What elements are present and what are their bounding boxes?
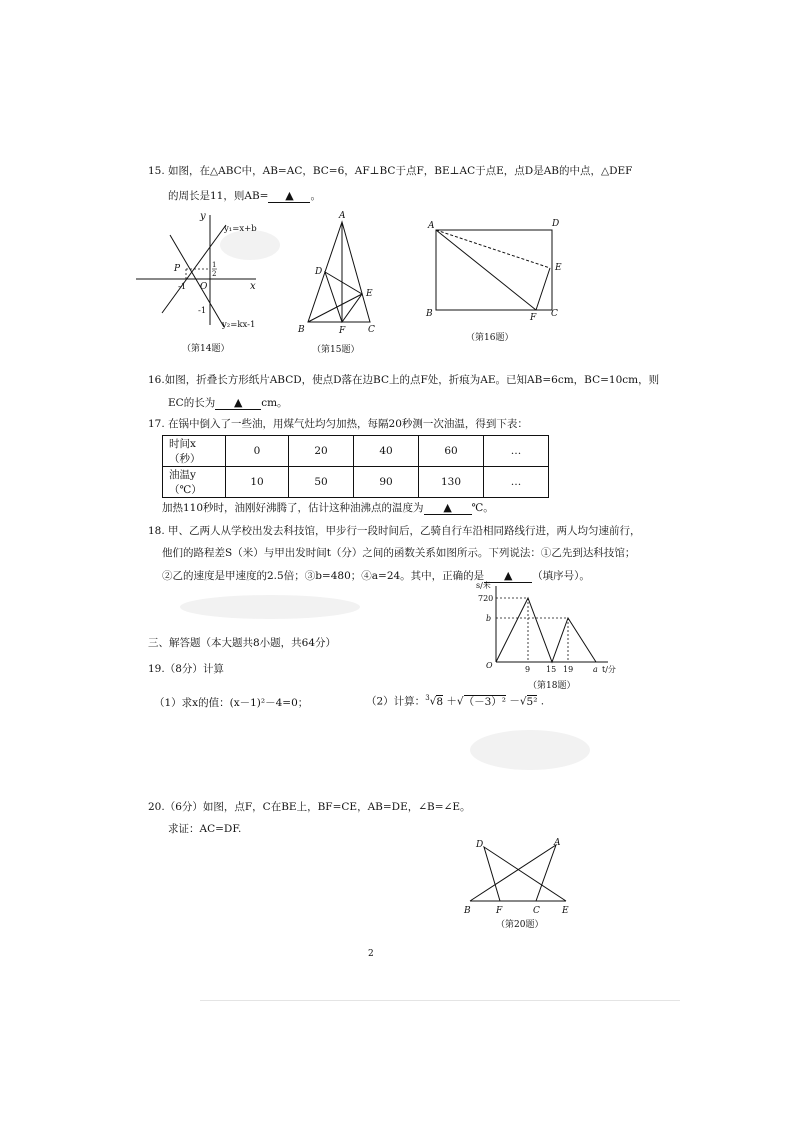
q17-cell: … (484, 436, 549, 467)
fig16-B: B (426, 309, 433, 319)
figure-16 (426, 214, 566, 344)
q15-line2 (168, 190, 321, 203)
fig18-xa: a (593, 665, 598, 674)
fig15-D: D (315, 267, 323, 277)
radical-icon: √ (519, 695, 527, 708)
fig14-label-x: x (250, 281, 256, 292)
q19-part2-prefix: （2）计算： (366, 695, 426, 708)
fig16-E: E (555, 263, 562, 273)
fig18-graph-line (496, 598, 596, 662)
fig18-x19: 19 (563, 665, 574, 674)
fig20-triangle-abc (470, 845, 556, 901)
fig14-label-O: O (200, 282, 208, 292)
q17-answer-mark: ▲ (443, 501, 452, 514)
q17-cell: 10 (226, 467, 289, 498)
table-row (163, 436, 549, 467)
q15-line2-prefix: 的周长是11，则AB= (168, 190, 269, 202)
page-number: 2 (368, 949, 374, 959)
fig16-C: C (551, 309, 558, 319)
radical-icon: √ (429, 695, 437, 708)
figure-20 (462, 835, 582, 935)
scan-smudge (470, 730, 590, 770)
fig15-A: A (339, 211, 346, 221)
q20-line1: 20.（6分）如图，点F，C在BE上，BF=CE，AB=DE，∠B=∠E。 (148, 801, 471, 813)
q17-row1-header: 时间x（秒） (163, 436, 226, 467)
q19-minus: － (509, 695, 520, 708)
fig20-B: B (464, 906, 471, 916)
q16-answer-blank (215, 397, 261, 410)
figure-18 (474, 580, 624, 690)
q19-radicand-3: 5² (526, 695, 538, 708)
q15-answer-mark: ▲ (285, 189, 294, 202)
q16-line2-suffix: cm。 (261, 397, 288, 409)
fig14-label-half-den: 2 (212, 270, 217, 278)
q16-answer-mark: ▲ (233, 396, 243, 409)
q17-answer-blank (424, 502, 472, 515)
q15-line1: 15. 如图，在△ABC中，AB=AC，BC=6，AF⊥BC于点F，BE⊥AC于点E，点D是AB的中点，△DEF (148, 165, 633, 177)
q17-cell: 50 (289, 467, 354, 498)
fig16-D: D (552, 219, 560, 229)
fig15-E: E (366, 289, 373, 299)
fig14-label-half-num: 1 (212, 261, 217, 269)
fig18-y720: 720 (478, 594, 494, 603)
fig15-B: B (298, 325, 305, 335)
fig16-seg-fe (536, 268, 550, 310)
fig14-label-neg1-x: -1 (178, 282, 187, 292)
scan-bottom-rule (200, 1000, 680, 1001)
q17-cell: 20 (289, 436, 354, 467)
q17-text: 17. 在锅中倒入了一些油，用煤气灶均匀加热，每隔20秒测一次油温，得到下表： (148, 418, 528, 430)
fig18-origin: O (486, 661, 493, 670)
fig18-ylabel: s/米 (476, 581, 491, 590)
fig16-seg-af (436, 230, 536, 310)
radical-icon: √ (456, 695, 464, 708)
fig20-E: E (562, 906, 569, 916)
fig18-caption: （第18题） (528, 681, 576, 691)
fig14-label-y: y (200, 211, 206, 222)
fig14-label-line1: y₁=x+b (224, 224, 257, 234)
q15-answer-blank (268, 190, 310, 203)
fig15-C: C (368, 325, 375, 335)
fig20-C: C (533, 906, 540, 916)
q17-cell: 130 (419, 467, 484, 498)
q18-answer-mark: ▲ (503, 569, 513, 582)
fig18-yb: b (486, 614, 492, 623)
fig20-D: D (476, 840, 484, 850)
table-row (163, 467, 549, 498)
fig14-caption: （第14题） (182, 344, 230, 354)
q18-line3-prefix: ②乙的速度是甲速度的2.5倍；③b=480；④a=24。其中，正确的是 (162, 570, 485, 582)
fig15-caption: （第15题） (312, 345, 360, 355)
fig16-A: A (428, 221, 435, 231)
figure-14 (130, 205, 270, 355)
q17-after (162, 502, 494, 515)
q19-radicand-2: （－3）² (463, 695, 506, 708)
q20-line2: 求证：AC=DF. (168, 823, 242, 835)
q17-cell: … (484, 467, 549, 498)
q16-line1: 16.如图，折叠长方形纸片ABCD，使点D落在边BC上的点F处，折痕为AE。已知AB=6cm，BC=10cm，则 (148, 374, 660, 386)
q18-line2: 他们的路程差S（米）与甲出发时间t（分）之间的函数关系如图所示。下列说法：①乙先到达科技馆； (162, 547, 636, 559)
q17-table (162, 435, 549, 498)
section3-title: 三、解答题（本大题共8小题，共64分） (148, 637, 337, 649)
q19-radicand-1: 8 (436, 695, 444, 708)
fig16-rect-abcd (436, 230, 552, 310)
q19-part2 (366, 694, 544, 709)
q19-part1: （1）求x的值：(x－1)²－4=0； (154, 697, 309, 709)
fig14-label-neg1-y: -1 (198, 306, 207, 316)
q17-row2-header: 油温y（℃） (163, 467, 226, 498)
q17-after-prefix: 加热110秒时，油刚好沸腾了，估计这种油沸点的温度为 (162, 502, 424, 514)
fig14-label-line2: y₂=kx-1 (222, 320, 256, 330)
fig14-label-P: P (174, 264, 181, 274)
q17-cell: 40 (354, 436, 419, 467)
q19-title: 19.（8分）计算 (148, 663, 224, 675)
fig20-triangle-def (484, 847, 566, 901)
fig18-x15: 15 (546, 665, 557, 674)
q18-line1: 18. 甲、乙两人从学校出发去科技馆，甲步行一段时间后，乙骑自行车沿相同路线行进，两人均匀速前行， (148, 525, 641, 537)
fig18-xlabel: t/分 (602, 665, 616, 674)
q17-cell: 0 (226, 436, 289, 467)
q19-cube-root-index: 3 (425, 694, 430, 702)
figure-15 (296, 208, 386, 358)
q18-line3-suffix: （填序号）。 (532, 570, 590, 582)
q19-end: . (540, 695, 545, 708)
q19-plus: ＋ (446, 695, 457, 708)
scan-smudge (180, 595, 360, 619)
q17-cell: 60 (419, 436, 484, 467)
fig16-F: F (530, 313, 537, 323)
q15-line2-suffix: 。 (310, 190, 321, 202)
fig20-caption: （第20题） (496, 920, 544, 930)
q16-line2 (168, 397, 288, 410)
fig20-A: A (554, 838, 561, 848)
fig20-F: F (496, 906, 503, 916)
q17-cell: 90 (354, 467, 419, 498)
q16-line2-prefix: EC的长为 (168, 397, 216, 409)
fig16-fold-ae (436, 230, 550, 268)
q17-after-suffix: ℃。 (471, 502, 494, 514)
fig14-line-y2 (170, 235, 224, 327)
fig15-F: F (339, 326, 346, 336)
fig16-caption: （第16题） (466, 333, 514, 343)
fig18-x9: 9 (525, 665, 531, 674)
